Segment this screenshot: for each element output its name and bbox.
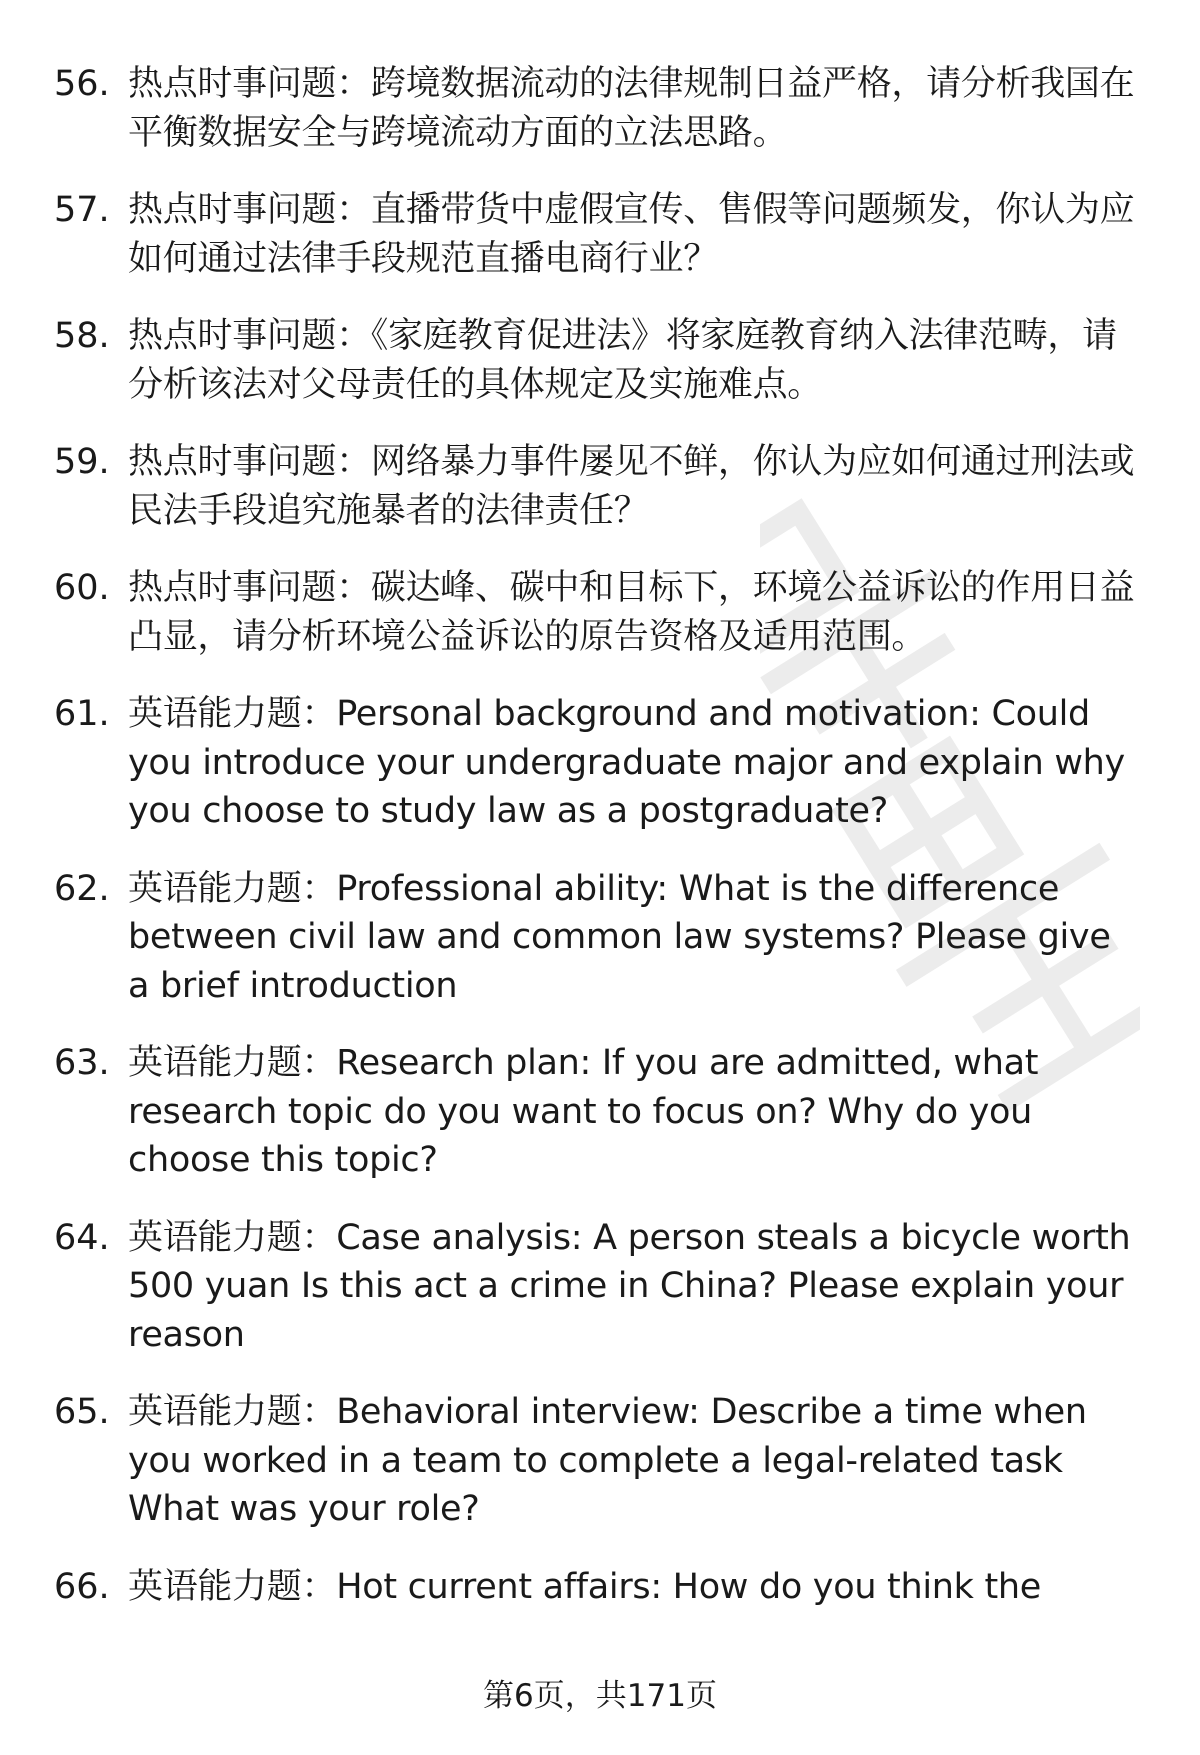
question-item xyxy=(54,564,1140,661)
question-text: 英语能力题：Personal background and motivation: Could you introduce your undergraduate major and explain why you choose to study law as a postgraduate? xyxy=(128,694,1125,831)
question-text: 英语能力题：Hot current affairs: How do you think the xyxy=(128,1566,1041,1607)
question-item xyxy=(54,1214,1140,1360)
question-item xyxy=(54,60,1140,157)
question-number: 62. xyxy=(54,868,110,909)
question-text: 英语能力题：Behavioral interview: Describe a time when you worked in a team to complete a legal-related task What was your role? xyxy=(128,1392,1087,1529)
question-item xyxy=(54,690,1140,836)
page-number-label: 第6页，共171页 xyxy=(483,1678,717,1714)
question-item xyxy=(54,865,1140,1011)
question-text: 热点时事问题：碳达峰、碳中和目标下，环境公益诉讼的作用日益凸显，请分析环境公益诉讼的原告资格及适用范围。 xyxy=(128,568,1135,657)
question-text: 热点时事问题：跨境数据流动的法律规制日益严格，请分析我国在平衡数据安全与跨境流动方面的立法思路。 xyxy=(128,64,1135,153)
question-list xyxy=(54,60,1140,1640)
question-text: 英语能力题：Professional ability: What is the difference between civil law and common law systems? Please give a brief introduction xyxy=(128,868,1111,1006)
question-text: 热点时事问题：直播带货中虚假宣传、售假等问题频发，你认为应如何通过法律手段规范直播电商行业？ xyxy=(128,190,1135,279)
question-number: 66. xyxy=(54,1566,110,1607)
question-number: 64. xyxy=(54,1217,110,1258)
question-item xyxy=(54,186,1140,283)
question-text: 英语能力题：Research plan: If you are admitted, what research topic do you want to focus on? Why do you choose this topic? xyxy=(128,1043,1039,1180)
question-number: 59. xyxy=(54,442,110,482)
question-number: 58. xyxy=(54,316,110,356)
question-text: 热点时事问题：《家庭教育促进法》将家庭教育纳入法律范畴，请分析该法对父母责任的具体规定及实施难点。 xyxy=(128,316,1117,405)
page-footer xyxy=(0,1676,1200,1716)
question-number: 60. xyxy=(54,568,110,608)
question-number: 57. xyxy=(54,190,110,230)
question-text: 热点时事问题：网络暴力事件屡见不鲜，你认为应如何通过刑法或民法手段追究施暴者的法律责任？ xyxy=(128,442,1135,531)
question-item xyxy=(54,1563,1140,1612)
question-number: 63. xyxy=(54,1043,110,1083)
question-number: 61. xyxy=(54,694,110,734)
question-item xyxy=(54,438,1140,535)
question-item xyxy=(54,312,1140,409)
question-number: 65. xyxy=(54,1392,110,1432)
question-text: 英语能力题：Case analysis: A person steals a bicycle worth 500 yuan Is this act a crime in China? Please explain your reason xyxy=(128,1217,1131,1355)
question-number: 56. xyxy=(54,64,110,104)
question-item xyxy=(54,1039,1140,1185)
question-item xyxy=(54,1388,1140,1534)
